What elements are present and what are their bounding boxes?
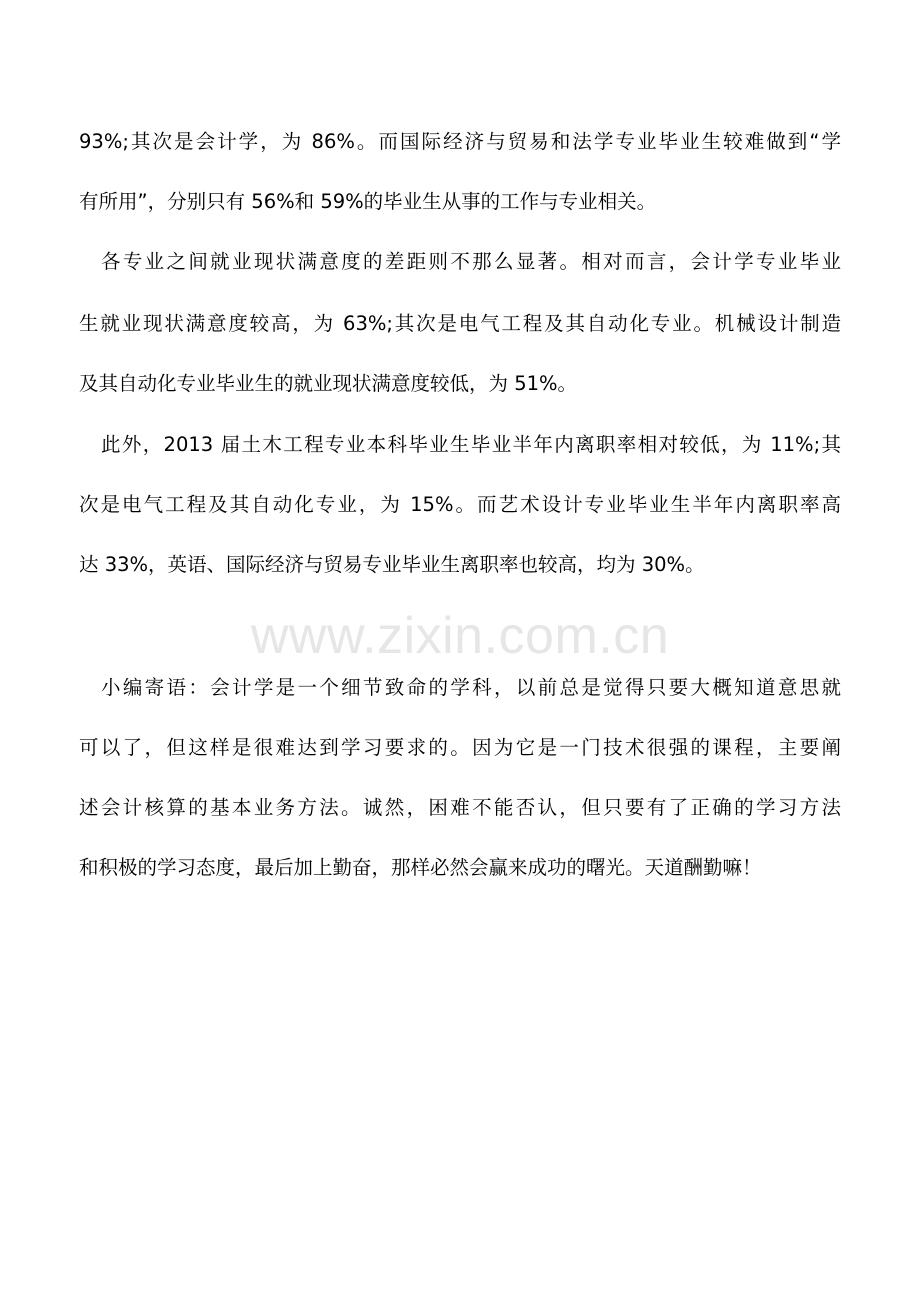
text-line: 述会计核算的基本业务方法。诚然，困难不能否认，但只要有了正确的学习方法 [79,796,841,819]
text-line: 和积极的学习态度，最后加上勤奋，那样必然会赢来成功的曙光。天道酬勤嘛！ [79,856,762,879]
text-line: 生就业现状满意度较高，为 63%;其次是电气工程及其自动化专业。机械设计制造 [79,312,841,335]
text-line: 达 33%，英语、国际经济与贸易专业毕业生离职率也较高，均为 30%。 [79,553,705,576]
text-line: 93%;其次是会计学，为 86%。而国际经济与贸易和法学专业毕业生较难做到“学 [79,130,841,153]
text-line: 可以了，但这样是很难达到学习要求的。因为它是一门技术很强的课程，主要阐 [79,736,841,759]
text-line: 次是电气工程及其自动化专业，为 15%。而艺术设计专业毕业生半年内离职率高 [79,493,841,516]
text-line: 各专业之间就业现状满意度的差距则不那么显著。相对而言，会计学专业毕业 [101,250,841,273]
text-line: 小编寄语：会计学是一个细节致命的学科，以前总是觉得只要大概知道意思就 [101,676,841,699]
text-line: 此外，2013 届土木工程专业本科毕业生毕业半年内离职率相对较低，为 11%;其 [101,433,841,456]
watermark: www.zixin.com.cn [250,607,670,665]
text-line: 及其自动化专业毕业生的就业现状满意度较低，为 51%。 [79,372,578,395]
text-line: 有所用”，分别只有 56%和 59%的毕业生从事的工作与专业相关。 [79,190,657,213]
